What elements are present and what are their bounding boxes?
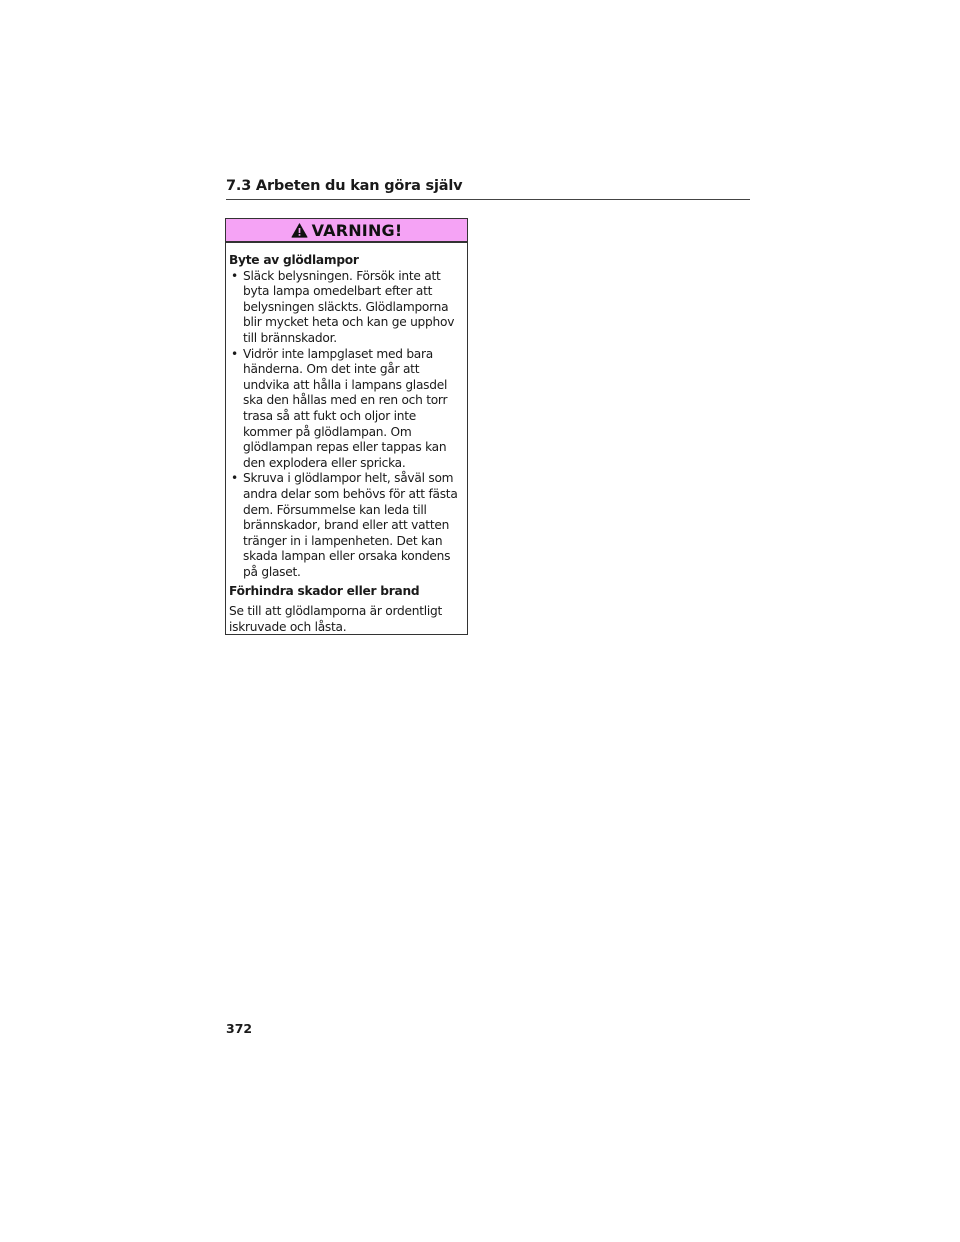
section-divider <box>226 199 750 200</box>
warning-box <box>225 218 468 635</box>
page-number: 372 <box>226 1021 253 1036</box>
list-item: • Släck belysningen. Försök inte att byta lampa omedelbart efter att belysningen släckts. Glödlamporna blir mycket heta och kan ge upphov till brännskador. <box>229 269 464 347</box>
warning-title: VARNING! <box>311 220 403 240</box>
warning-bullet-list <box>229 269 464 581</box>
warning-header <box>226 219 467 243</box>
warning-triangle-icon <box>291 223 308 238</box>
warning-body <box>226 243 467 635</box>
section-title: 7.3 Arbeten du kan göra själv <box>226 178 463 194</box>
list-item: • Skruva i glödlampor helt, såväl som andra delar som behövs för att fästa dem. Försummelse kan leda till brännskador, brand eller att vatten tränger in i lampenheten. Det kan skada lampan eller orsaka kondens på glaset. <box>229 471 464 580</box>
list-item: • Vidrör inte lampglaset med bara händerna. Om det inte går att undvika att hålla i lampans glasdel ska den hållas med en ren och torr trasa så att fukt och oljor inte kommer på glödlampan. Om glödlampan repas eller tappas kan den explodera eller spricka. <box>229 347 464 472</box>
warning-paragraph: Se till att glödlamporna är ordentligt iskruvade och låsta. <box>229 604 443 634</box>
warning-subheading-prevent: Förhindra skador eller brand <box>229 584 420 599</box>
warning-subheading-bulbs: Byte av glödlampor <box>229 253 359 267</box>
